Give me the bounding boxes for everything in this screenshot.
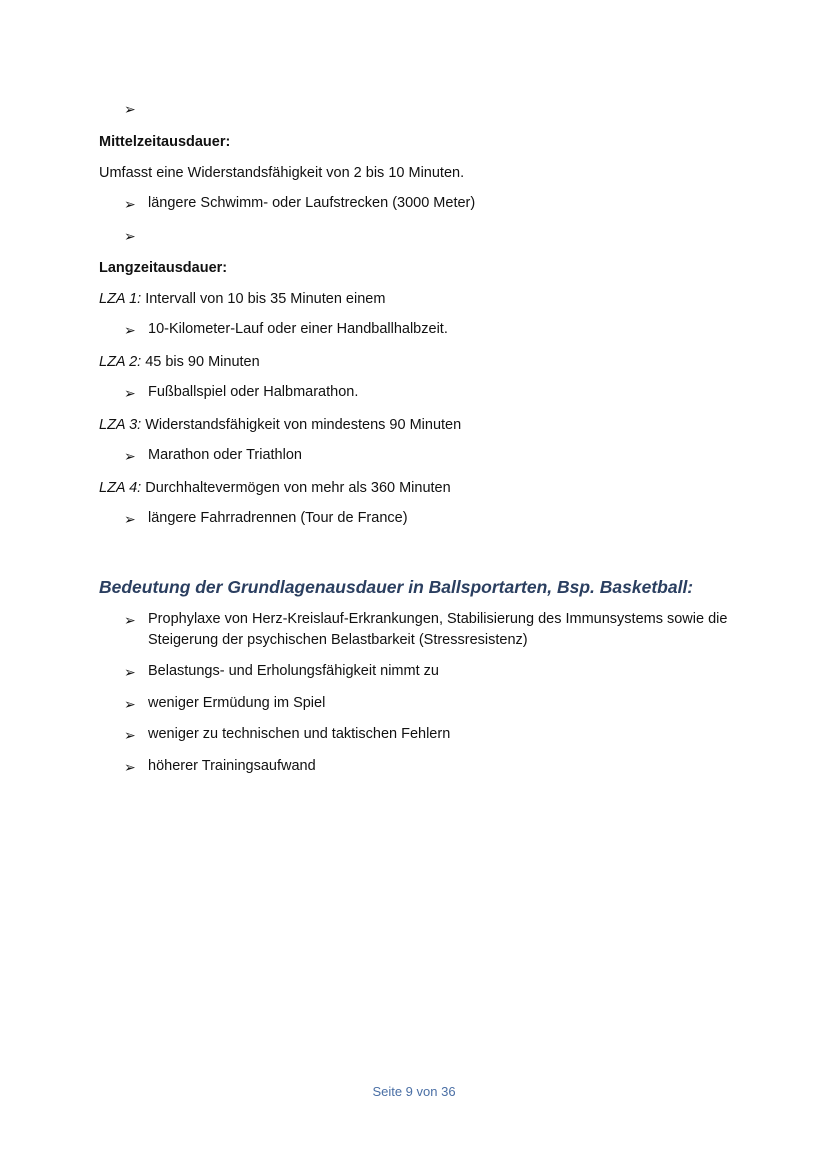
bullet-icon: ➢ — [124, 101, 136, 117]
lza1-item: 10-Kilometer-Lauf oder einer Handballhalbzeit. — [148, 321, 448, 337]
bullet-icon: ➢ — [124, 385, 136, 401]
lza1-label: LZA 1: — [99, 291, 142, 307]
bullet-icon: ➢ — [124, 696, 136, 712]
lza3-text: Widerstandsfähigkeit von mindestens 90 Minuten — [141, 417, 462, 433]
bullet-icon: ➢ — [124, 228, 136, 244]
bullet-icon: ➢ — [124, 196, 136, 212]
list-item: weniger Ermüdung im Spiel — [148, 695, 326, 711]
bullet-icon: ➢ — [124, 448, 136, 464]
lza3-label: LZA 3: — [99, 417, 142, 433]
lza4-item: längere Fahrradrennen (Tour de France) — [148, 510, 408, 526]
mza-description: Umfasst eine Widerstandsfähigkeit von 2 bis 10 Minuten. — [99, 165, 465, 181]
bullet-icon: ➢ — [124, 727, 136, 743]
lza2-line — [99, 353, 260, 371]
lza4-text: Durchhaltevermögen von mehr als 360 Minuten — [141, 480, 451, 496]
bullet-icon: ➢ — [124, 759, 136, 775]
section-heading: Bedeutung der Grundlagenausdauer in Ballsportarten, Bsp. Basketball: — [99, 577, 694, 597]
bullet-icon: ➢ — [124, 612, 136, 628]
lza4-line — [99, 479, 451, 497]
lza1-text: Intervall von 10 bis 35 Minuten einem — [141, 291, 386, 307]
bullet-icon: ➢ — [124, 322, 136, 338]
mza-item: längere Schwimm- oder Laufstrecken (3000 Meter) — [148, 195, 476, 211]
mza-title: Mittelzeitausdauer: — [99, 134, 231, 150]
lza2-item: Fußballspiel oder Halbmarathon. — [148, 384, 359, 400]
list-item: Belastungs- und Erholungsfähigkeit nimmt zu — [148, 663, 439, 679]
lza2-label: LZA 2: — [99, 354, 142, 370]
lza-title: Langzeitausdauer: — [99, 260, 228, 276]
page-number: Seite 9 von 36 — [372, 1084, 456, 1099]
bullet-icon: ➢ — [124, 511, 136, 527]
lza2-text: 45 bis 90 Minuten — [141, 354, 260, 370]
bullet-icon: ➢ — [124, 664, 136, 680]
list-item: weniger zu technischen und taktischen Fehlern — [148, 726, 451, 742]
lza4-label: LZA 4: — [99, 480, 142, 496]
list-item: Prophylaxe von Herz-Kreislauf-Erkrankungen, Stabilisierung des Immunsystems sowie die Steigerung der psychischen Belastbarkeit (Stressresistenz) — [148, 611, 728, 648]
list-item: höherer Trainingsaufwand — [148, 758, 316, 774]
lza3-item: Marathon oder Triathlon — [148, 447, 302, 463]
lza1-line — [99, 290, 385, 308]
lza3-line — [99, 416, 461, 434]
